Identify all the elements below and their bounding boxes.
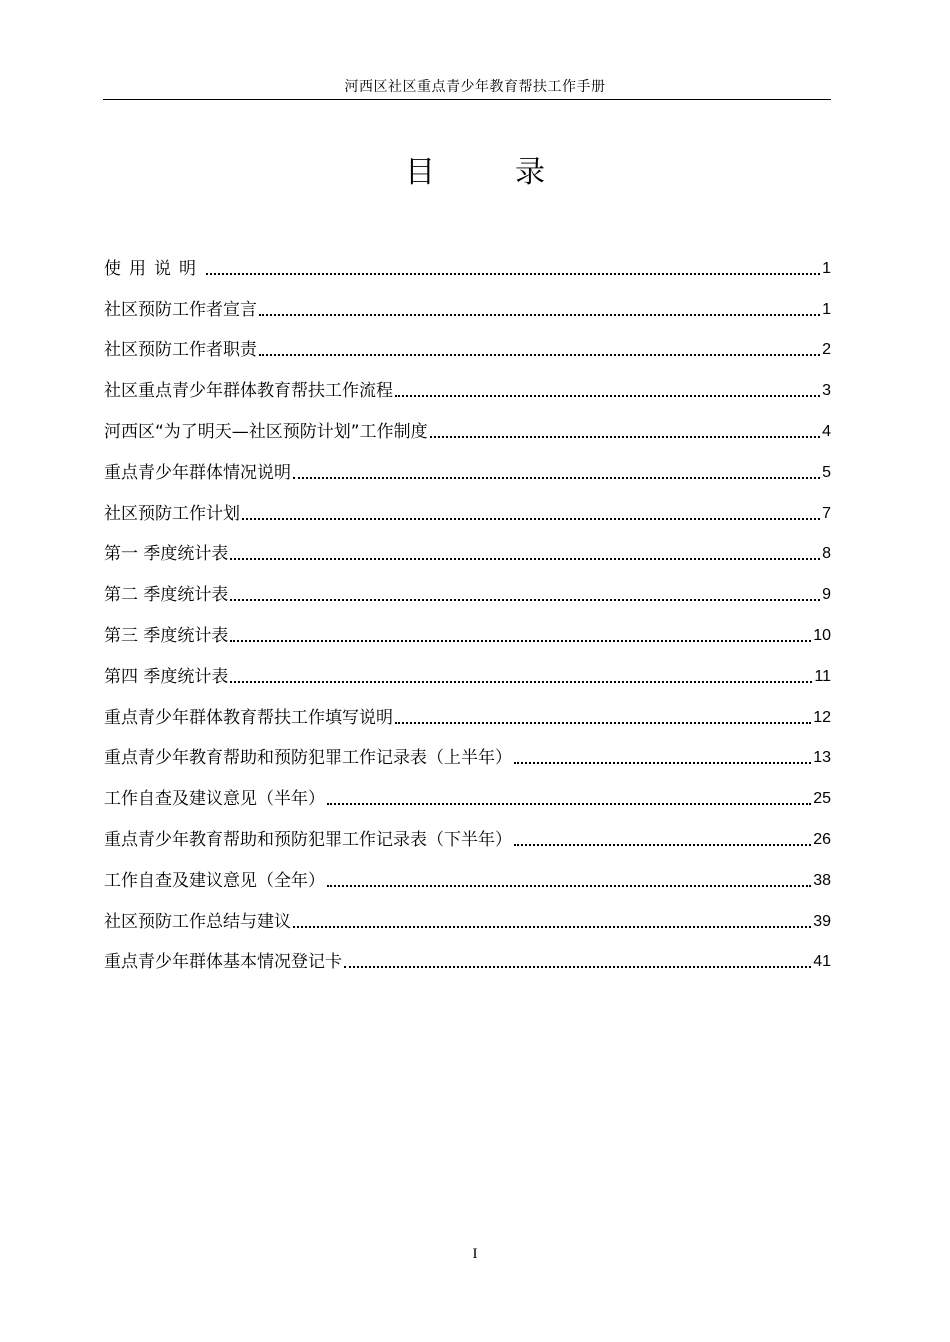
toc-dot-leader [293, 926, 811, 928]
toc-entry[interactable] [104, 362, 831, 403]
toc-entry[interactable] [104, 322, 831, 363]
toc-entry-label: 使用说明 [104, 258, 204, 279]
toc-entry-label: 社区预防工作者宣言 [104, 299, 257, 320]
toc-entry[interactable] [104, 281, 831, 322]
toc-dot-leader [230, 599, 820, 601]
toc-entry-page: 41 [813, 953, 831, 971]
toc-entry-label: 社区预防工作计划 [104, 503, 240, 524]
toc-entry[interactable] [104, 240, 831, 281]
toc-entry-label: 社区重点青少年群体教育帮扶工作流程 [104, 381, 393, 402]
toc-entry[interactable] [104, 893, 831, 934]
toc-dot-leader [327, 803, 811, 805]
toc-list [104, 240, 831, 974]
toc-entry-label: 第一 季度统计表 [104, 544, 229, 565]
toc-entry-label: 重点青少年群体基本情况登记卡 [104, 952, 342, 973]
toc-entry-page: 38 [813, 871, 831, 889]
toc-entry-page: 7 [822, 504, 831, 522]
toc-entry-page: 13 [813, 749, 831, 767]
toc-dot-leader [430, 436, 820, 438]
toc-dot-leader [230, 681, 812, 683]
toc-entry[interactable] [104, 607, 831, 648]
toc-entry-label: 重点青少年群体教育帮扶工作填写说明 [104, 707, 393, 728]
toc-dot-leader [514, 762, 811, 764]
toc-entry-label: 重点青少年教育帮助和预防犯罪工作记录表（下半年） [104, 829, 512, 850]
toc-dot-leader [242, 518, 820, 520]
toc-dot-leader [230, 558, 820, 560]
toc-entry[interactable] [104, 811, 831, 852]
toc-dot-leader [259, 354, 820, 356]
toc-entry-page: 5 [822, 463, 831, 481]
toc-entry-page: 9 [822, 586, 831, 604]
toc-dot-leader [395, 722, 811, 724]
toc-entry-label: 重点青少年教育帮助和预防犯罪工作记录表（上半年） [104, 748, 512, 769]
toc-entry-page: 12 [813, 708, 831, 726]
toc-entry[interactable] [104, 852, 831, 893]
toc-entry-page: 25 [813, 790, 831, 808]
toc-entry-label: 第四 季度统计表 [104, 666, 229, 687]
toc-entry-page: 10 [813, 626, 831, 644]
toc-entry[interactable] [104, 934, 831, 975]
toc-entry-page: 1 [822, 259, 831, 277]
toc-entry-label: 社区预防工作者职责 [104, 340, 257, 361]
running-header: 河西区社区重点青少年教育帮扶工作手册 [344, 79, 606, 95]
toc-entry-page: 2 [822, 341, 831, 359]
toc-entry[interactable] [104, 566, 831, 607]
toc-entry-label: 河西区“为了明天—社区预防计划”工作制度 [104, 421, 428, 442]
toc-entry[interactable] [104, 648, 831, 689]
toc-entry-label: 第二 季度统计表 [104, 585, 229, 606]
toc-entry[interactable] [104, 444, 831, 485]
toc-dot-leader [514, 844, 811, 846]
toc-entry-label: 重点青少年群体情况说明 [104, 462, 291, 483]
toc-entry[interactable] [104, 730, 831, 771]
toc-entry[interactable] [104, 689, 831, 730]
toc-entry[interactable] [104, 485, 831, 526]
toc-entry[interactable] [104, 770, 831, 811]
page-number: I [472, 1246, 478, 1262]
toc-title: 目录 [405, 155, 625, 190]
toc-entry-page: 8 [822, 545, 831, 563]
toc-entry[interactable] [104, 403, 831, 444]
toc-entry-page: 4 [822, 422, 831, 440]
toc-entry-page: 26 [813, 830, 831, 848]
header-divider [103, 99, 831, 100]
toc-dot-leader [259, 314, 820, 316]
toc-entry-page: 11 [814, 667, 831, 685]
toc-entry[interactable] [104, 526, 831, 567]
toc-entry-page: 3 [822, 382, 831, 400]
toc-entry-label: 第三 季度统计表 [104, 625, 229, 646]
toc-entry-label: 工作自查及建议意见（全年） [104, 870, 325, 891]
toc-dot-leader [206, 273, 820, 275]
toc-dot-leader [395, 395, 820, 397]
toc-entry-label: 工作自查及建议意见（半年） [104, 789, 325, 810]
toc-entry-page: 1 [822, 300, 831, 318]
toc-dot-leader [327, 885, 811, 887]
toc-entry-page: 39 [813, 912, 831, 930]
toc-entry-label: 社区预防工作总结与建议 [104, 911, 291, 932]
toc-dot-leader [344, 966, 811, 968]
toc-dot-leader [230, 640, 811, 642]
toc-dot-leader [293, 477, 820, 479]
